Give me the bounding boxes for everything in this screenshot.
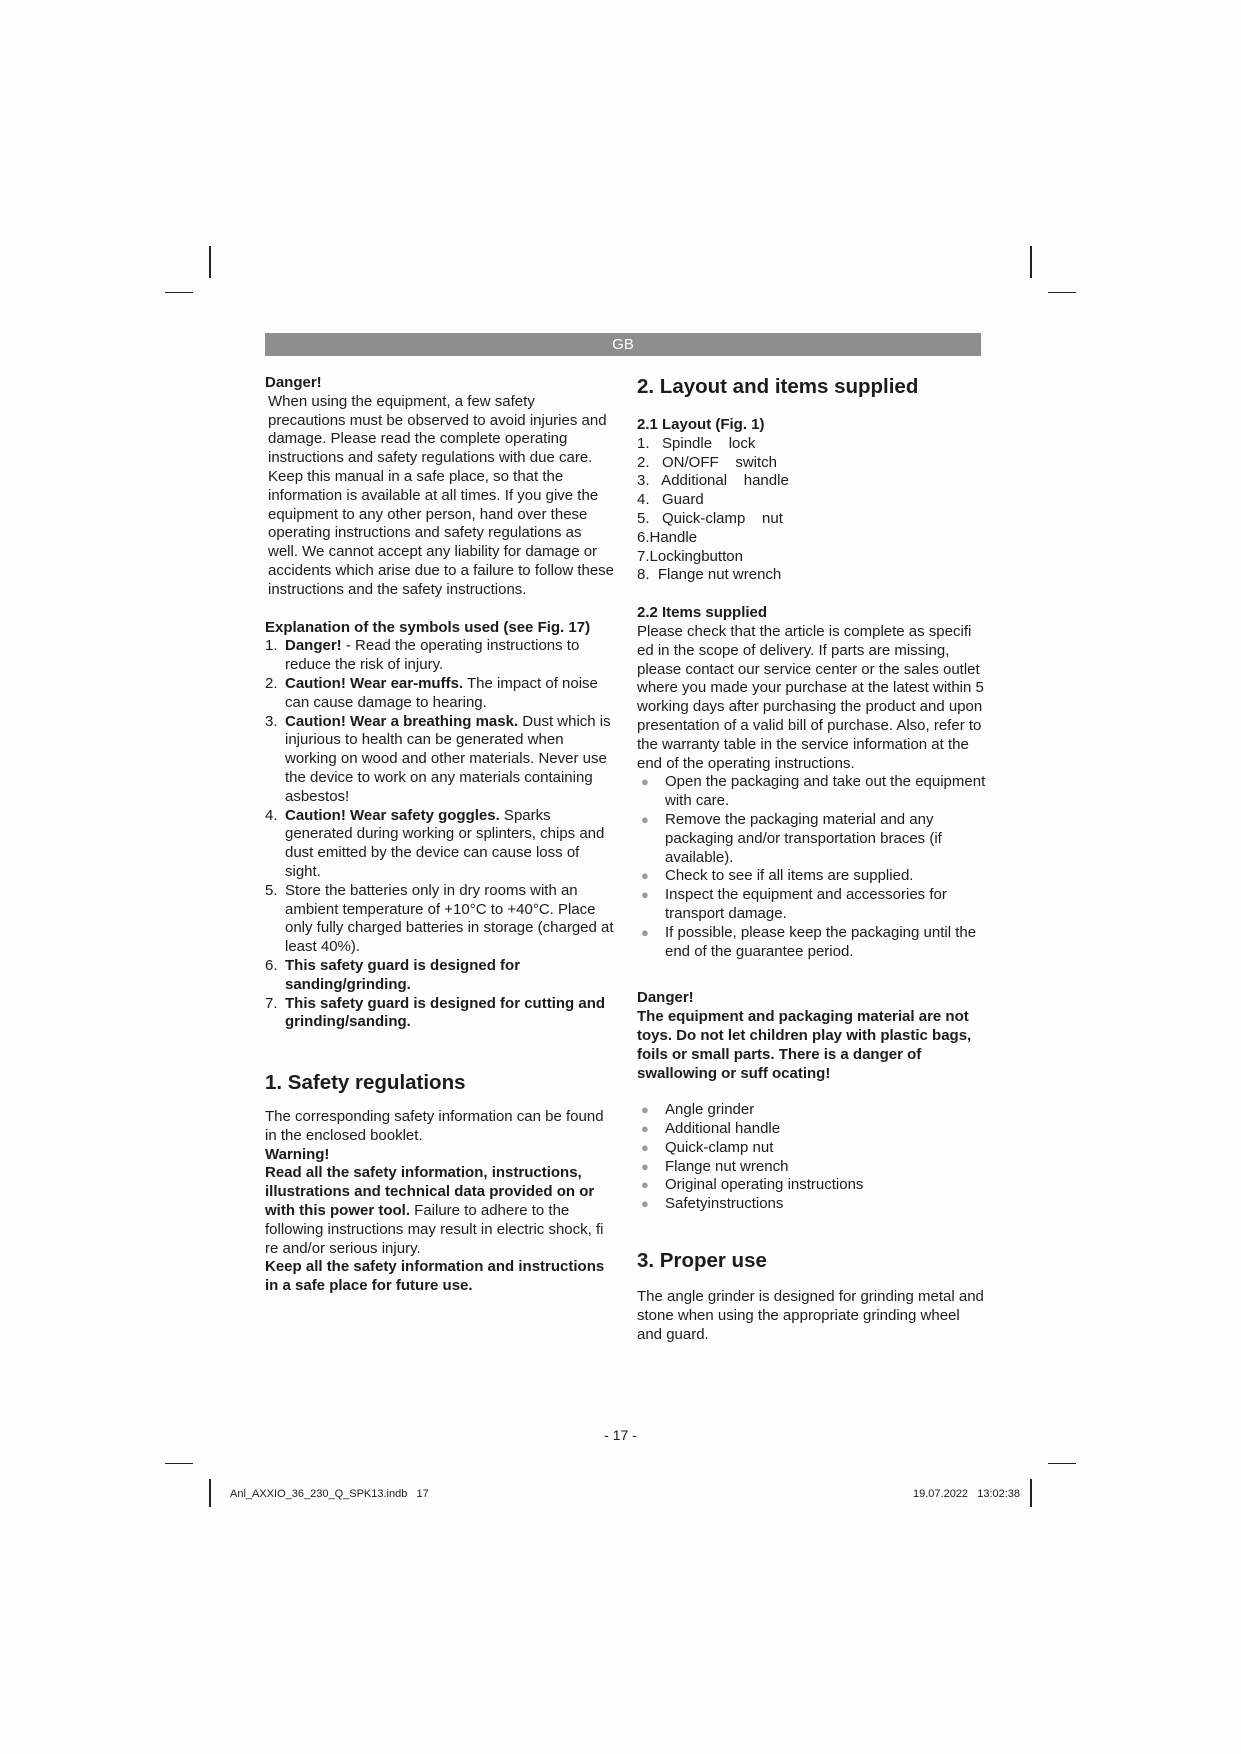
bullet-text: Original operating instructions xyxy=(665,1176,864,1194)
item-text: The impact of noise can cause damage to hearing. xyxy=(285,674,598,711)
proper-use-text: The angle grinder is designed for grinding metal and stone when using the appropriate grinding wheel and guard. xyxy=(637,1288,984,1343)
warning-text: Failure to adhere to the following instructions may result in electric shock, fi re and/or serious injury. xyxy=(265,1202,604,1257)
items-subheading: 2.2 Items supplied xyxy=(637,604,768,622)
bullet-icon: ● xyxy=(641,1177,649,1193)
left-column xyxy=(265,374,615,1296)
bullet-icon: ● xyxy=(641,887,649,903)
bullet-icon: ● xyxy=(641,1121,649,1137)
list-item: 5. Quick-clamp nut xyxy=(637,509,783,527)
list-item: 8. Flange nut wrench xyxy=(637,566,782,584)
crop-mark xyxy=(1030,1479,1032,1507)
item-text: Store the batteries only in dry rooms with an ambient temperature of +10°C to +40°C. Place only fully charged batteries in storage (charged at least 40%). xyxy=(285,881,614,956)
bullet-text: Safetyinstructions xyxy=(665,1195,784,1213)
warning-title: Warning! xyxy=(265,1145,330,1163)
list-item: 6.Handle xyxy=(637,528,698,546)
layout-list xyxy=(637,435,987,585)
item-number: 2. xyxy=(265,674,278,692)
safety-text: The corresponding safety information can be found in the enclosed booklet. xyxy=(265,1108,604,1144)
items-text: Please check that the article is complete as specifi ed in the scope of delivery. If parts are missing, please contact our service center or the sales outlet where you made your purchase at the latest within 5 working days after purchasing the product and upon presentation of a valid bill of purchase. Also, refer to the warranty table in the service information at the end of the operating instructions. xyxy=(637,622,984,772)
list-item xyxy=(637,1176,987,1195)
crop-mark xyxy=(1048,292,1076,293)
item-bold: Danger! xyxy=(285,637,342,655)
danger-text: When using the equipment, a few safety precautions must be observed to avoid injuries and damage. Please read the complete operating instructions and safety regulations with due care. Keep this manual in a safe place, so that the information is available at all times. If you give the equipment to any other person, hand over these operating instructions and safety regulations as well. We cannot accept any liability for damage or accidents which arise due to a failure to follow these instructions and the safety instructions. xyxy=(268,392,615,598)
danger-title: Danger! xyxy=(265,374,322,391)
bullet-icon: ● xyxy=(641,1196,649,1212)
layout-subheading: 2.1 Layout (Fig. 1) xyxy=(637,416,765,433)
proper-use-heading: 3. Proper use xyxy=(637,1249,767,1273)
safety-heading: 1. Safety regulations xyxy=(265,1071,466,1095)
bullet-text: Check to see if all items are supplied. xyxy=(665,867,914,885)
list-item xyxy=(265,807,615,882)
list-item xyxy=(265,713,615,807)
bullet-text: Quick-clamp nut xyxy=(665,1138,774,1156)
item-number: 6. xyxy=(265,956,278,974)
right-column xyxy=(637,374,987,1344)
list-item xyxy=(265,882,615,957)
list-item: 1. Spindle lock xyxy=(637,434,756,452)
bullet-text: Inspect the equipment and accessories for transport damage. xyxy=(665,886,947,922)
bullet-icon: ● xyxy=(641,1158,649,1174)
item-number: 4. xyxy=(265,806,278,824)
layout-heading: 2. Layout and items supplied xyxy=(637,375,919,398)
crop-mark xyxy=(165,1463,193,1464)
item-bold: Caution! Wear ear-muffs. xyxy=(285,674,464,692)
footer-date: 19.07.2022 13:02:38 xyxy=(913,1488,1021,1500)
item-text: Dust which is injurious to health can be generated when working on wood and other materials. Never use the device to work on any materials containing asbestos! xyxy=(285,712,611,805)
bullet-text: Open the packaging and take out the equipment with care. xyxy=(665,773,986,810)
list-item: 4. Guard xyxy=(637,491,704,509)
item-number: 1. xyxy=(265,637,278,655)
bullet-text: If possible, please keep the packaging until the end of the guarantee period. xyxy=(665,923,977,960)
danger-title-right: Danger! xyxy=(637,989,694,1007)
item-number: 5. xyxy=(265,881,278,899)
list-item xyxy=(637,924,987,962)
bullet-text: Additional handle xyxy=(665,1120,781,1138)
item-bold: This safety guard is designed for cutting and grinding/sanding. xyxy=(285,994,606,1031)
crop-mark xyxy=(1048,1463,1076,1464)
bullet-text: Angle grinder xyxy=(665,1101,755,1119)
bullet-icon: ● xyxy=(641,811,649,827)
list-item xyxy=(637,1139,987,1158)
bullet-text: Remove the packaging material and any packaging and/or transportation braces (if available). xyxy=(665,810,942,866)
list-item xyxy=(265,637,615,675)
danger-text-right: The equipment and packaging material are not toys. Do not let children play with plastic bags, foils or small parts. There is a danger of swallowing or suff ocating! xyxy=(637,1008,972,1082)
list-item xyxy=(637,1158,987,1177)
bullet-icon: ● xyxy=(641,774,649,790)
symbols-title: Explanation of the symbols used (see Fig. 17) xyxy=(265,618,591,636)
list-item xyxy=(637,1101,987,1120)
crop-mark xyxy=(209,1479,211,1507)
item-bold: Caution! Wear safety goggles. xyxy=(285,806,500,824)
bullet-icon: ● xyxy=(641,868,649,884)
list-item xyxy=(265,995,615,1033)
crop-mark xyxy=(1030,246,1032,278)
list-item xyxy=(637,886,987,924)
item-text: - Read the operating instructions to reduce the risk of injury. xyxy=(285,637,580,674)
list-item: 3. Additional handle xyxy=(637,472,789,490)
item-bold: Caution! Wear a breathing mask. xyxy=(285,712,519,730)
footer-file: Anl_AXXIO_36_230_Q_SPK13.indb 17 xyxy=(230,1488,429,1500)
list-item xyxy=(265,957,615,995)
list-item xyxy=(637,867,987,886)
item-text: Sparks generated during working or splinters, chips and dust emitted by the device can cause loss of sight. xyxy=(285,806,605,880)
warning-bold: Read all the safety information, instructions, illustrations and technical data provided on or with this power tool. xyxy=(265,1164,595,1220)
list-item: 2. ON/OFF switch xyxy=(637,453,778,471)
list-item xyxy=(265,675,615,713)
symbols-list xyxy=(265,637,615,1032)
item-number: 3. xyxy=(265,712,278,730)
list-item xyxy=(637,811,987,867)
bullet-icon: ● xyxy=(641,1139,649,1155)
bullet-text: Flange nut wrench xyxy=(665,1157,789,1175)
bullet-icon: ● xyxy=(641,1102,649,1118)
list-item xyxy=(637,1120,987,1139)
warning-paragraph xyxy=(265,1164,615,1258)
bullet-icon: ● xyxy=(641,924,649,940)
items-bullet-list xyxy=(637,773,987,961)
list-item xyxy=(637,1195,987,1214)
item-bold: This safety guard is designed for sanding/grinding. xyxy=(285,956,521,993)
list-item: 7.Lockingbutton xyxy=(637,547,743,565)
supplied-list xyxy=(637,1101,987,1214)
item-number: 7. xyxy=(265,994,278,1012)
crop-mark xyxy=(209,246,211,278)
list-item xyxy=(637,773,987,811)
crop-mark xyxy=(165,292,193,293)
keep-text: Keep all the safety information and instructions in a safe place for future use. xyxy=(265,1258,605,1295)
language-header-bar: GB xyxy=(265,333,981,356)
page-number: - 17 - xyxy=(604,1427,637,1443)
